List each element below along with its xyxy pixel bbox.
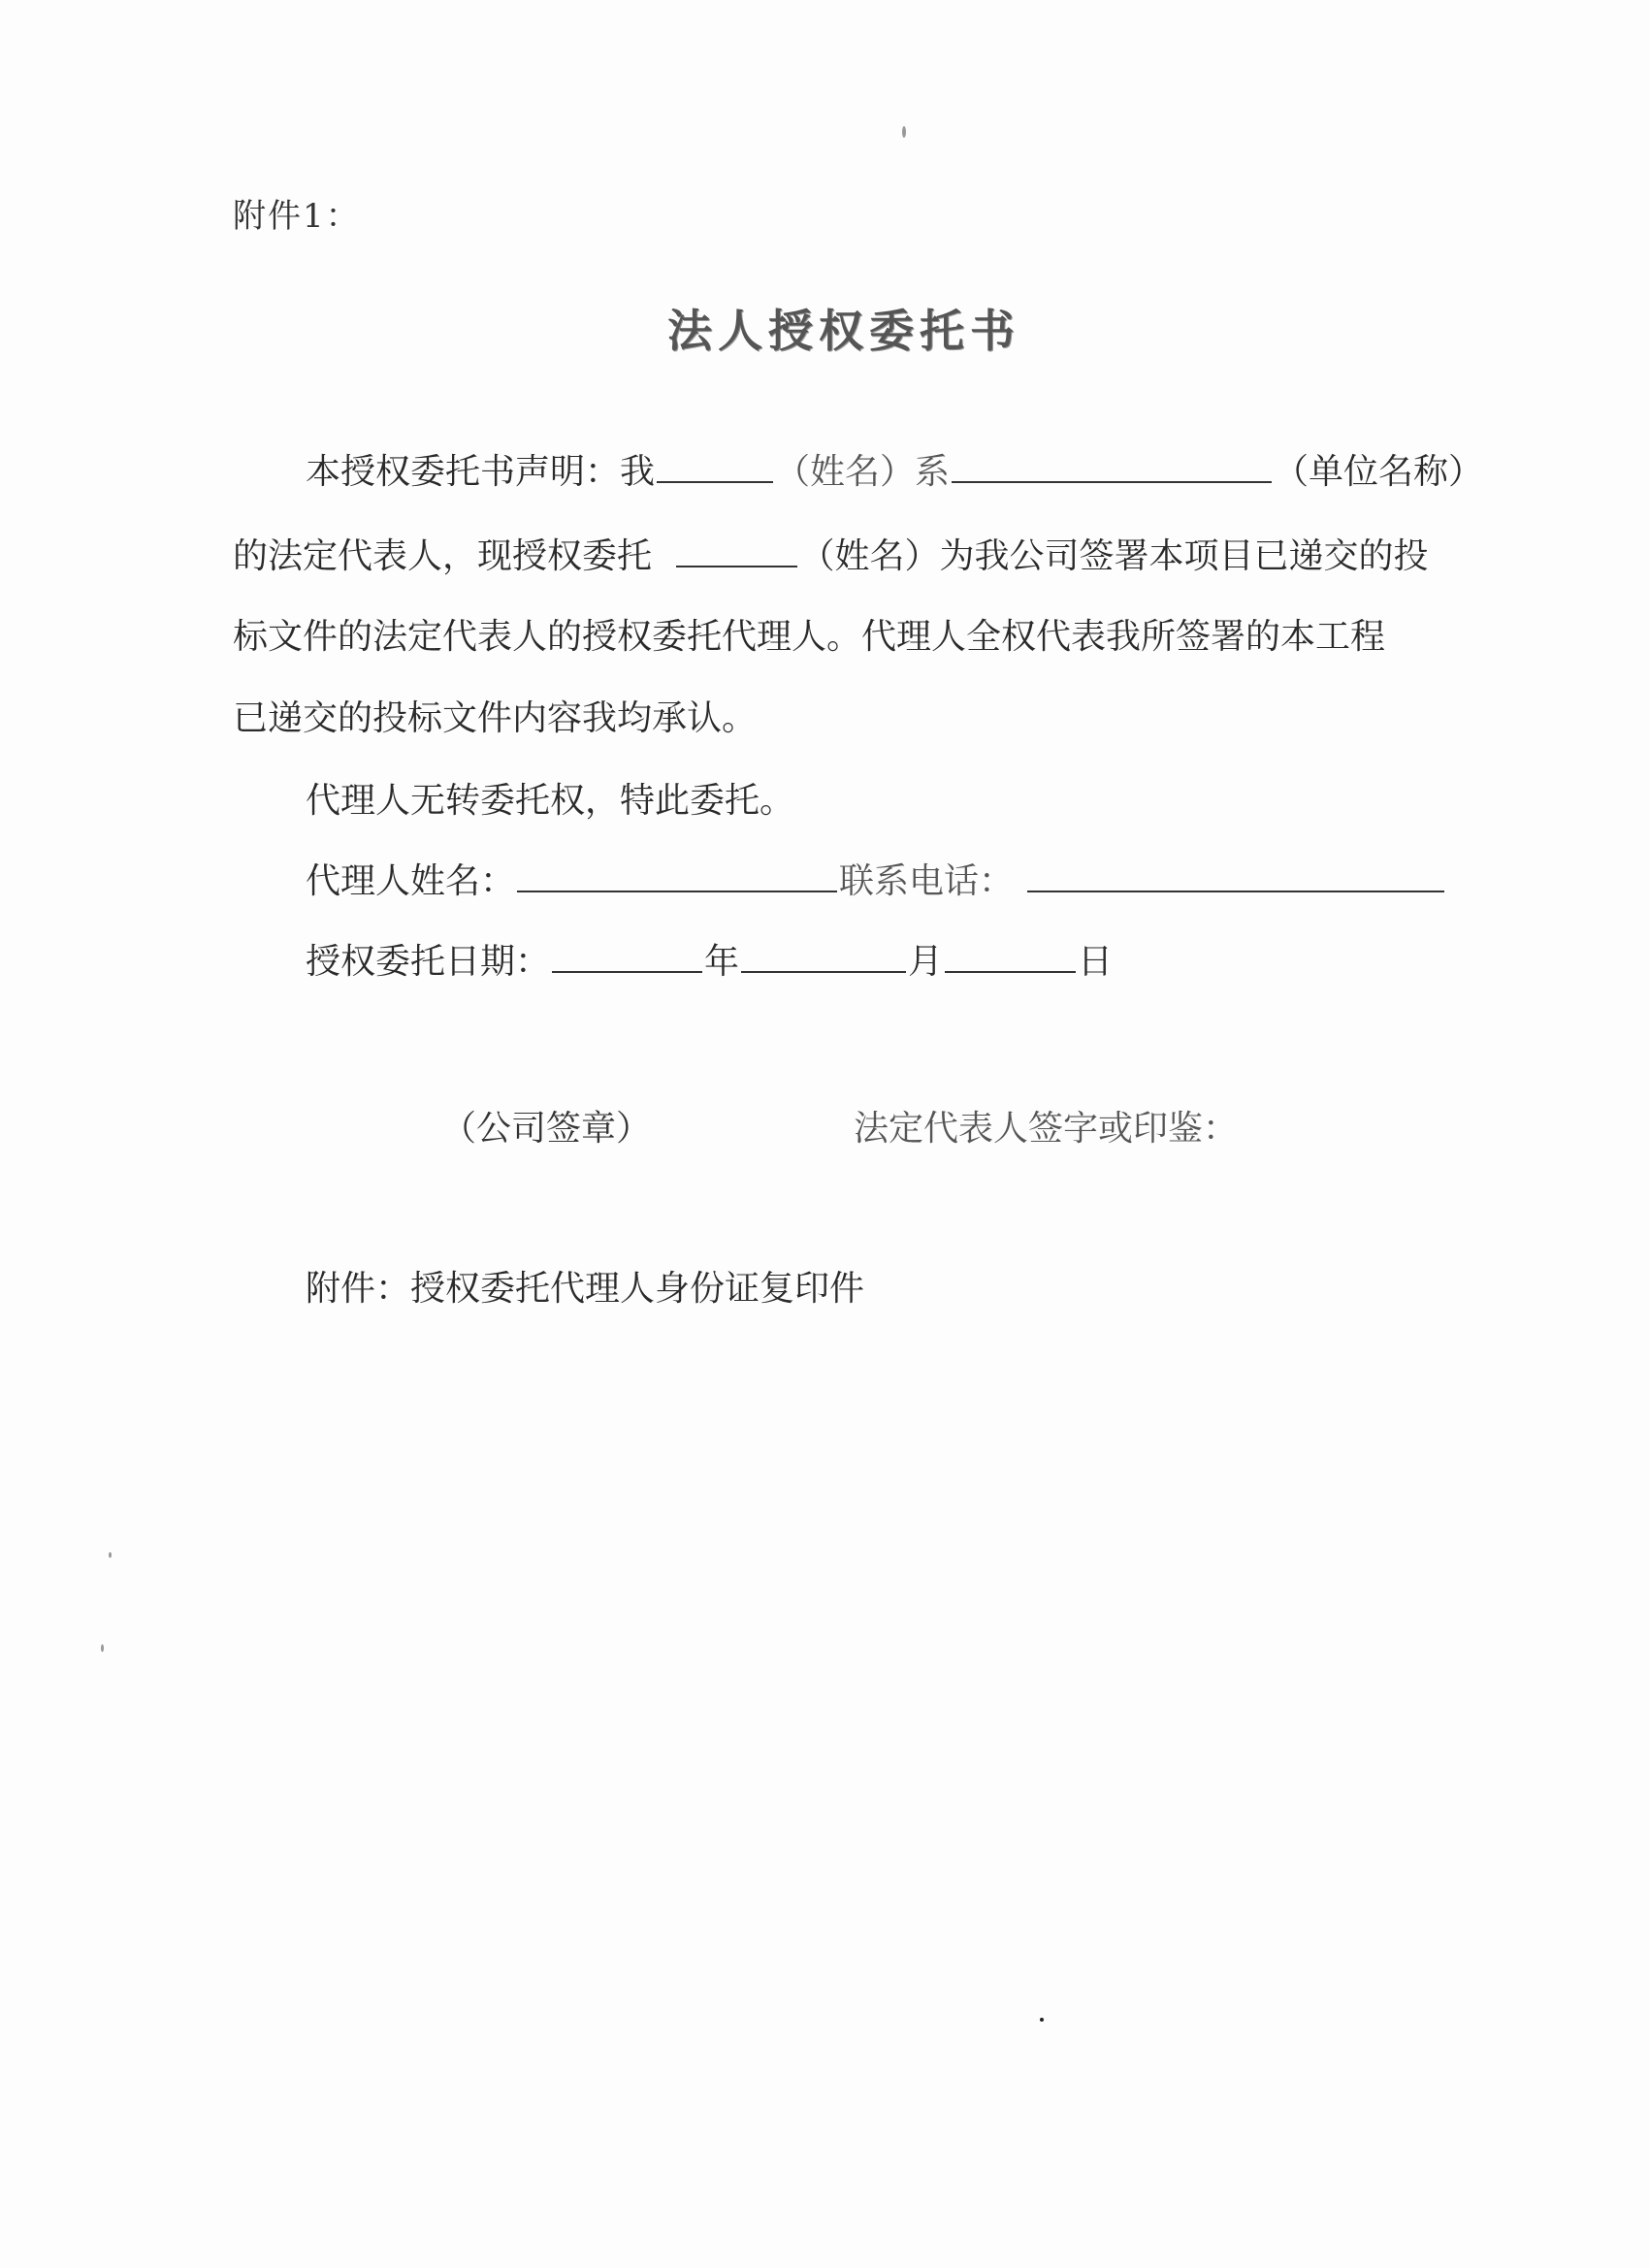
company-seal-label: （公司签章） (441, 1109, 652, 1149)
name-blank-1[interactable] (657, 446, 773, 483)
document-title: 法人授权委托书 (667, 305, 1020, 357)
month-blank[interactable] (741, 936, 906, 973)
para1-line2-text-b: （姓名）为我公司签署本项目已递交的投 (799, 536, 1429, 576)
para1-line3: 标文件的法定代表人的授权委托代理人。代理人全权代表我所签署的本工程 (233, 617, 1386, 657)
para1-line2-text-a: 的法定代表人，现授权委托 (233, 536, 653, 576)
month-label: 月 (908, 942, 944, 982)
attachment-note: 附件：授权委托代理人身份证复印件 (306, 1269, 865, 1309)
agent-name-blank[interactable] (517, 856, 837, 892)
agent-name-label: 代理人姓名： (306, 861, 516, 901)
date-row (306, 934, 1113, 984)
para1-line2 (233, 529, 1428, 578)
para1-line1-text-c: （单位名称） (1274, 452, 1484, 492)
para1-line4: 已递交的投标文件内容我均承认。 (233, 698, 758, 738)
para1-line1 (306, 444, 1483, 494)
year-label: 年 (704, 942, 740, 982)
para1-line1-text-a: 本授权委托书声明：我 (306, 452, 656, 492)
attachment-label: 附件1： (233, 197, 361, 236)
para1-line1-text-b: （姓名）系 (775, 452, 951, 492)
day-blank[interactable] (945, 936, 1076, 973)
scan-speck (902, 126, 906, 138)
phone-label: 联系电话： (839, 861, 1015, 901)
agent-row (306, 854, 1446, 903)
company-name-blank[interactable] (952, 446, 1272, 483)
phone-blank[interactable] (1027, 856, 1444, 892)
legal-rep-signature-label: 法定代表人签字或印鉴： (854, 1109, 1239, 1149)
date-label: 授权委托日期： (306, 942, 551, 982)
para2: 代理人无转委托权，特此委托。 (306, 781, 795, 821)
scan-speck (1040, 2018, 1044, 2022)
scan-speck (101, 1644, 104, 1652)
name-blank-2[interactable] (676, 531, 797, 567)
year-blank[interactable] (552, 936, 702, 973)
day-label: 日 (1078, 942, 1114, 982)
scan-speck (109, 1552, 112, 1558)
